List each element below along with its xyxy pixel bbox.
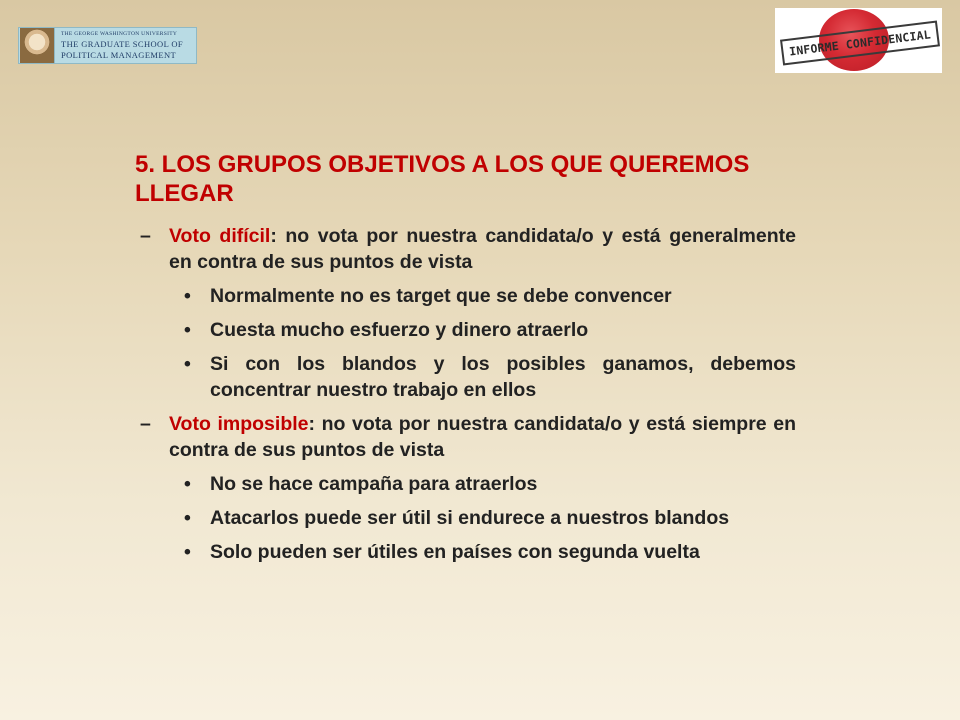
bullet-text: Normalmente no es target que se debe convencer bbox=[210, 285, 672, 307]
section-voto-imposible bbox=[140, 411, 796, 463]
bullet-marker: • bbox=[184, 353, 191, 375]
section-keyword: Voto difícil bbox=[169, 225, 271, 247]
list-item bbox=[184, 471, 796, 497]
bullet-marker: • bbox=[184, 541, 191, 563]
bullet-text: Si con los blandos y los posibles ganamos, debemos concentrar nuestro trabajo en ellos bbox=[210, 353, 796, 401]
bullet-text: Atacarlos puede ser útil si endurece a nuestros blandos bbox=[210, 507, 730, 529]
section-text: : no vota por nuestra candidata/o y está siempre en contra de sus puntos de vista bbox=[169, 413, 796, 461]
gwu-logo-line3: POLITICAL MANAGEMENT bbox=[61, 49, 177, 60]
informe-confidencial-text: INFORME CONFIDENCIAL bbox=[780, 20, 940, 65]
list-item bbox=[184, 317, 796, 343]
list-item bbox=[184, 505, 796, 531]
list-item bbox=[184, 539, 796, 565]
bullet-text: No se hace campaña para atraerlos bbox=[210, 473, 538, 495]
bullet-marker: • bbox=[184, 507, 191, 529]
dash-marker: – bbox=[140, 225, 151, 247]
informe-confidencial-logo bbox=[775, 8, 942, 73]
list-item bbox=[184, 283, 796, 309]
section-text: : no vota por nuestra candidata/o y está generalmente en contra de sus puntos de vista bbox=[169, 225, 796, 273]
dash-marker: – bbox=[140, 413, 151, 435]
bullet-marker: • bbox=[184, 473, 191, 495]
bullet-marker: • bbox=[184, 319, 191, 341]
list-item bbox=[184, 351, 796, 403]
bullet-text: Cuesta mucho esfuerzo y dinero atraerlo bbox=[210, 319, 589, 341]
gwu-logo-line2: THE GRADUATE SCHOOL OF bbox=[61, 39, 184, 50]
slide-content bbox=[140, 223, 796, 573]
bullet-marker: • bbox=[184, 285, 191, 307]
gwu-gspm-logo bbox=[18, 27, 197, 64]
bullet-text: Solo pueden ser útiles en países con segunda vuelta bbox=[210, 541, 700, 563]
washington-portrait-icon bbox=[20, 28, 55, 63]
slide-title: 5. LOS GRUPOS OBJETIVOS A LOS QUE QUEREMOS LLEGAR bbox=[135, 151, 750, 207]
gwu-logo-text bbox=[61, 32, 183, 60]
section-voto-dificil bbox=[140, 223, 796, 275]
section-keyword: Voto imposible bbox=[169, 413, 309, 435]
gwu-logo-line1: THE GEORGE WASHINGTON UNIVERSITY bbox=[61, 30, 178, 37]
